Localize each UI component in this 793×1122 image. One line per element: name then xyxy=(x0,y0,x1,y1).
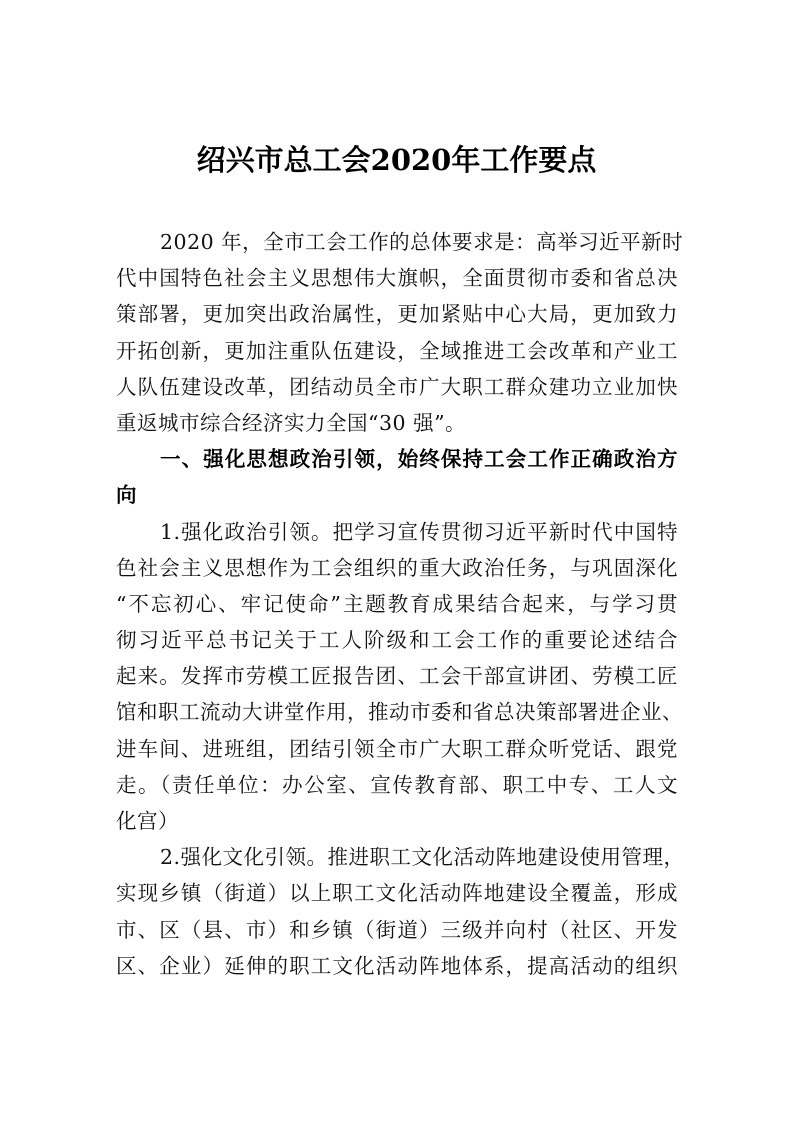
heading-line: 一、强化思想政治引领，始终保持工会工作正确政治方 xyxy=(160,447,678,472)
text-line: 区、企业）延伸的职工文化活动阵地体系，提高活动的组织 xyxy=(116,953,678,978)
text-line: 市、区（县、市）和乡镇（街道）三级并向村（社区、开发 xyxy=(116,917,678,942)
text-line: 走。（责任单位：办公室、宣传教育部、职工中专、工人文 xyxy=(116,772,678,797)
text-line: 1.强化政治引领。把学习宣传贯彻习近平新时代中国特 xyxy=(160,519,678,544)
text-line: 策部署，更加突出政治属性，更加紧贴中心大局，更加致力 xyxy=(116,302,678,327)
intro-paragraph xyxy=(116,224,684,441)
text-line: 色社会主义思想作为工会组织的重大政治任务，与巩固深化 xyxy=(116,555,678,580)
text-line: 馆和职工流动大讲堂作用，推动市委和省总决策部署进企业、 xyxy=(116,700,683,725)
text-line: “不忘初心、牢记使命”主题教育成果结合起来，与学习贯 xyxy=(116,591,678,616)
item-2-paragraph xyxy=(116,839,685,984)
text-line: 开拓创新，更加注重队伍建设，全域推进工会改革和产业工 xyxy=(116,338,678,363)
text-line: 2020 年，全市工会工作的总体要求是：高举习近平新时 xyxy=(160,230,684,254)
text-line: 代中国特色社会主义思想伟大旗帜，全面贯彻市委和省总决 xyxy=(116,266,678,291)
text-line: 化宫） xyxy=(116,809,179,833)
document-title: 绍兴市总工会2020年工作要点 xyxy=(196,143,597,177)
text-line: 起来。发挥市劳模工匠报告团、工会干部宣讲团、劳模工匠 xyxy=(116,664,678,689)
text-line: 实现乡镇（街道）以上职工文化活动阵地建设全覆盖，形成 xyxy=(116,881,678,906)
text-line: 2.强化文化引领。推进职工文化活动阵地建设使用管理， xyxy=(160,845,685,870)
text-line: 重返城市综合经济实力全国“30 强”。 xyxy=(116,410,467,435)
text-line: 进车间、进班组，团结引领全市广大职工群众听党话、跟党 xyxy=(116,736,678,761)
document-body xyxy=(116,224,685,984)
item-1-paragraph xyxy=(116,514,683,840)
text-line: 人队伍建设改革，团结动员全市广大职工群众建功立业加快 xyxy=(116,374,678,399)
section-heading xyxy=(116,441,678,513)
text-line: 彻习近平总书记关于工人阶级和工会工作的重要论述结合 xyxy=(116,628,678,653)
heading-line: 向 xyxy=(116,483,137,508)
